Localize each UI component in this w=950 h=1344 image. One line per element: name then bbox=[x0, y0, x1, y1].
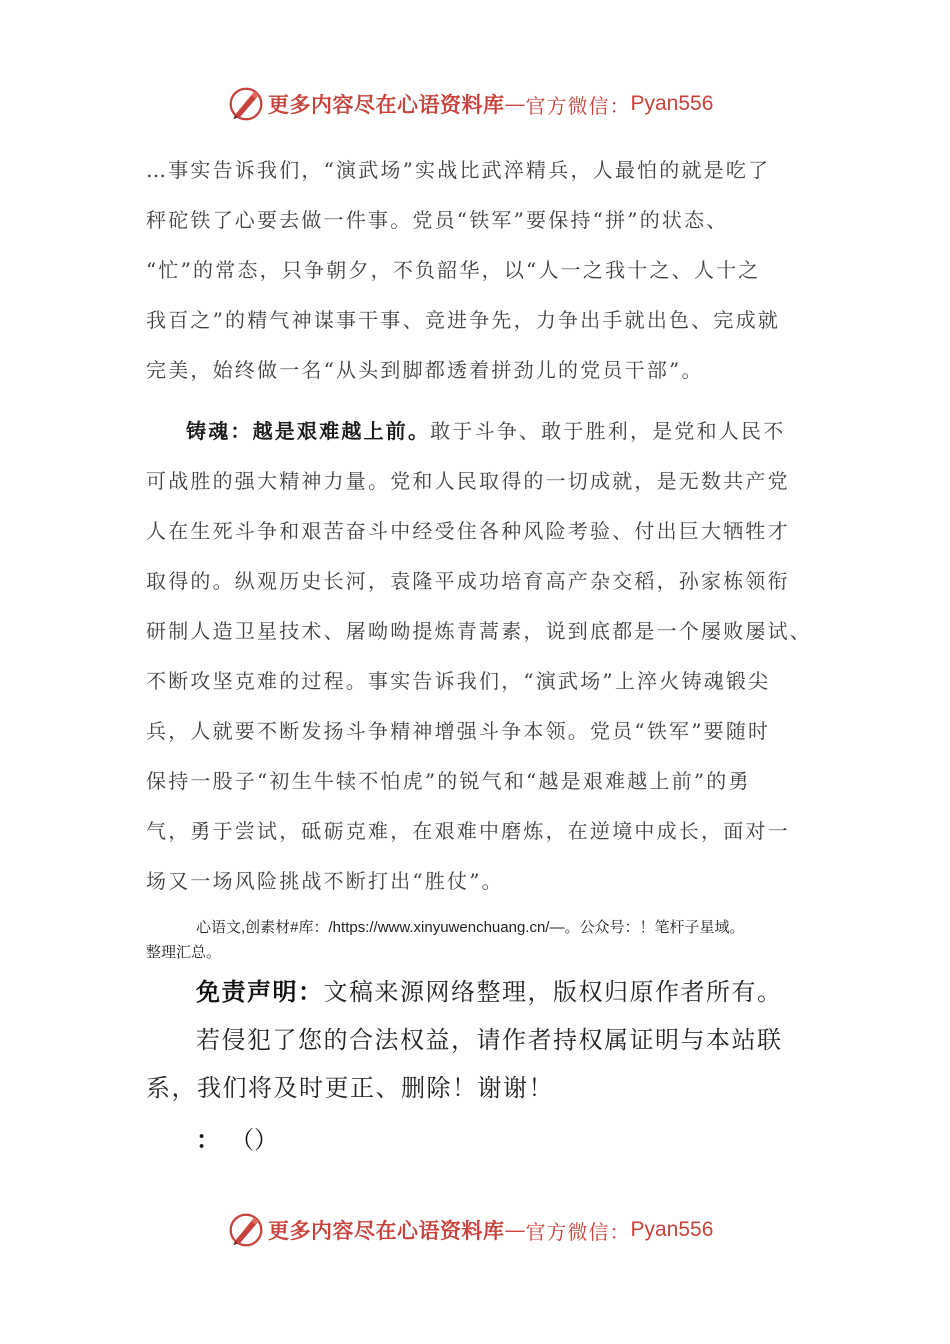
paragraph-line: “忙”的常态，只争朝夕，不负韶华，以“人一之我十之、人十之 bbox=[146, 258, 761, 282]
banner-dash: — bbox=[504, 92, 526, 116]
paragraph-line: 场又一场风险挑战不断打出“胜仗”。 bbox=[146, 869, 504, 893]
footer-banner bbox=[228, 1210, 713, 1250]
trailing-row bbox=[196, 1120, 278, 1160]
disclaimer bbox=[146, 968, 826, 1112]
paragraph-line: 我百之”的精气神谋事干事、竞进争先，力争出手就出色、完成就 bbox=[146, 308, 781, 332]
banner-brand: 更多内容尽在心语资料库 bbox=[268, 1218, 505, 1243]
paragraph-line: …事实告诉我们，“演武场”实战比武淬精兵，人最怕的就是吃了 bbox=[146, 158, 771, 182]
paragraph-line: 秤砣铁了心要去做一件事。党员“铁军”要保持“拼”的状态、 bbox=[146, 208, 729, 232]
trailing-parens: （） bbox=[242, 1126, 278, 1154]
disclaimer-line: 系，我们将及时更正、删除！谢谢！ bbox=[146, 1074, 554, 1102]
banner-wechat-label: 官方微信： bbox=[525, 93, 631, 118]
disclaimer-line bbox=[146, 968, 826, 1016]
header-banner bbox=[228, 84, 713, 124]
source-note-line: 整理汇总。 bbox=[146, 944, 222, 961]
disclaimer-title: 免责声明： bbox=[196, 978, 324, 1006]
paragraph-line: 气，勇于尝试，砥砺克难，在艰难中磨炼，在逆境中成长，面对一 bbox=[146, 819, 790, 843]
banner-dash: — bbox=[504, 1218, 526, 1242]
paragraph-line: 完美，始终做一名“从头到脚都透着拼劲儿的党员干部”。 bbox=[146, 358, 704, 382]
source-note bbox=[146, 915, 826, 965]
paragraph-line: 不断攻坚克难的过程。事实告诉我们，“演武场”上淬火铸魂锻尖 bbox=[146, 669, 771, 693]
disclaimer-text: 文稿来源网络整理，版权归原作者所有。 bbox=[323, 978, 783, 1006]
banner-wechat-id: Pyan556 bbox=[630, 92, 714, 115]
paragraph-2 bbox=[146, 406, 816, 906]
trailing-colon: ： bbox=[196, 1126, 220, 1154]
paragraph-line: 可战胜的强大精神力量。党和人民取得的一切成就，是无数共产党 bbox=[146, 469, 790, 493]
banner-wechat-label: 官方微信： bbox=[525, 1219, 631, 1244]
paragraph-first-line bbox=[146, 406, 816, 456]
disclaimer-line: 若侵犯了您的合法权益，请作者持权属证明与本站联 bbox=[196, 1026, 783, 1054]
paragraph-line: 保持一股子“初生牛犊不怕虎”的锐气和“越是艰难越上前”的勇 bbox=[146, 769, 751, 793]
paragraph-1 bbox=[146, 145, 816, 395]
paragraph-line: 兵，人就要不断发扬斗争精神增强斗争本领。党员“铁军”要随时 bbox=[146, 719, 771, 743]
paragraph-line: 研制人造卫星技术、屠呦呦提炼青蒿素，说到底都是一个屡败屡试、 bbox=[146, 619, 812, 643]
paragraph-line: 人在生死斗争和艰苦奋斗中经受住各种风险考验、付出巨大牺牲才 bbox=[146, 519, 790, 543]
banner-wechat-id: Pyan556 bbox=[630, 1218, 714, 1241]
paragraph-line: 取得的。纵观历史长河，袁隆平成功培育高产杂交稻，孙家栋领衔 bbox=[146, 569, 790, 593]
banner-brand: 更多内容尽在心语资料库 bbox=[268, 92, 505, 117]
paragraph-line-text: 敢于斗争、敢于胜利，是党和人民不 bbox=[430, 419, 786, 443]
pen-logo-icon bbox=[228, 1212, 264, 1248]
pen-logo-icon bbox=[228, 86, 264, 122]
source-note-line: 心语文,创素材#库：/https://www.xinyuwenchuang.cn/—。公众号：！笔杆子星域。 bbox=[196, 919, 745, 936]
section-heading: 铸魂：越是艰难越上前。 bbox=[186, 419, 431, 443]
